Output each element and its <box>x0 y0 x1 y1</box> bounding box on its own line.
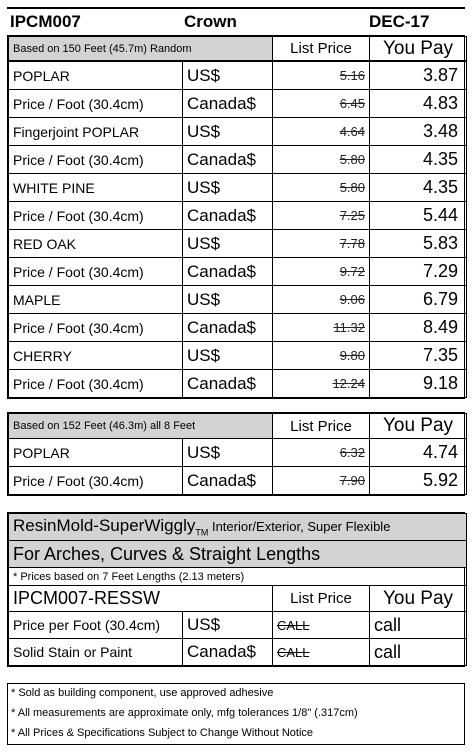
currency-label: Canada$ <box>183 467 273 495</box>
header-bar <box>7 7 465 35</box>
you-pay-header: You Pay <box>370 37 467 61</box>
list-price: 7.78 <box>273 230 370 258</box>
table-row <box>9 612 467 639</box>
currency-label: US$ <box>183 174 273 202</box>
you-pay-price: 7.35 <box>370 342 467 370</box>
table-row <box>9 174 467 202</box>
product-name: Crown <box>184 12 237 31</box>
currency-label: Canada$ <box>183 202 273 230</box>
resinmold-code: IPCM007-RESSW <box>9 586 273 612</box>
you-pay-price: 3.48 <box>370 118 467 146</box>
list-price: 7.25 <box>273 202 370 230</box>
currency-label: US$ <box>183 342 273 370</box>
product-code: IPCM007 <box>10 12 81 31</box>
footer-note: * All measurements are approximate only, mfg tolerances 1/8" (.317cm) <box>11 707 358 719</box>
list-price: CALL <box>273 612 370 639</box>
table-row <box>9 370 467 398</box>
price-date: DEC-17 <box>369 12 430 31</box>
species-label: POPLAR <box>9 439 183 467</box>
footer-note: * All Prices & Specifications Subject to Change Without Notice <box>11 727 314 739</box>
species-label: CHERRY <box>9 342 183 370</box>
currency-label: Canada$ <box>183 639 273 666</box>
resinmold-subtitle: For Arches, Curves & Straight Lengths <box>9 541 467 568</box>
list-price: 5.80 <box>273 174 370 202</box>
you-pay-price: 6.79 <box>370 286 467 314</box>
per-foot-label: Price / Foot (30.4cm) <box>9 202 183 230</box>
list-price: 6.32 <box>273 439 370 467</box>
you-pay-price: 9.18 <box>370 370 467 398</box>
price-table-random <box>7 35 465 399</box>
currency-label: US$ <box>183 118 273 146</box>
currency-label: Canada$ <box>183 146 273 174</box>
you-pay-price: 7.29 <box>370 258 467 286</box>
resinmold-title <box>9 514 467 541</box>
list-price-header: List Price <box>273 37 370 61</box>
currency-label: US$ <box>183 286 273 314</box>
per-foot-label: Price / Foot (30.4cm) <box>9 90 183 118</box>
currency-label: US$ <box>183 612 273 639</box>
per-foot-label: Price per Foot (30.4cm) <box>9 612 183 639</box>
list-price: 4.64 <box>273 118 370 146</box>
you-pay-price: 3.87 <box>370 62 467 90</box>
you-pay-price: 5.92 <box>370 467 467 495</box>
you-pay-price: 8.49 <box>370 314 467 342</box>
species-label: Fingerjoint POPLAR <box>9 118 183 146</box>
list-price: 6.45 <box>273 90 370 118</box>
length-note: * Prices based on 7 Feet Lengths (2.13 meters) <box>9 568 467 586</box>
resinmold-title-suffix: Interior/Exterior, Super Flexible <box>208 519 391 535</box>
you-pay-header: You Pay <box>370 414 467 439</box>
currency-label: US$ <box>183 439 273 467</box>
per-foot-label: Price / Foot (30.4cm) <box>9 314 183 342</box>
currency-label: Canada$ <box>183 314 273 342</box>
per-foot-label: Price / Foot (30.4cm) <box>9 370 183 398</box>
table-row <box>9 439 467 467</box>
resinmold-title-main: ResinMold-SuperWiggly <box>13 516 196 536</box>
table-row <box>9 314 467 342</box>
table-row <box>9 639 467 666</box>
list-price: 9.06 <box>273 286 370 314</box>
list-price: 9.72 <box>273 258 370 286</box>
list-price: CALL <box>273 639 370 666</box>
currency-label: US$ <box>183 230 273 258</box>
table-row <box>9 90 467 118</box>
table-row <box>9 467 467 495</box>
table-row <box>9 258 467 286</box>
table-row <box>9 146 467 174</box>
per-foot-label: Price / Foot (30.4cm) <box>9 258 183 286</box>
currency-label: US$ <box>183 62 273 90</box>
table-row <box>9 62 467 90</box>
list-price: 5.80 <box>273 146 370 174</box>
footer-notes <box>7 683 465 745</box>
per-foot-label: Price / Foot (30.4cm) <box>9 146 183 174</box>
table-row <box>9 118 467 146</box>
finish-label: Solid Stain or Paint <box>9 639 183 666</box>
species-label: WHITE PINE <box>9 174 183 202</box>
table-row <box>9 286 467 314</box>
table-row <box>9 230 467 258</box>
trademark-mark: TM <box>195 527 209 538</box>
you-pay-price: 4.35 <box>370 146 467 174</box>
you-pay-price: call <box>370 639 467 666</box>
you-pay-price: 5.44 <box>370 202 467 230</box>
you-pay-price: 4.74 <box>370 439 467 467</box>
species-label: MAPLE <box>9 286 183 314</box>
currency-label: Canada$ <box>183 258 273 286</box>
you-pay-header: You Pay <box>370 586 467 612</box>
currency-label: Canada$ <box>183 370 273 398</box>
you-pay-price: call <box>370 612 467 639</box>
table-row <box>9 342 467 370</box>
basis-label: Based on 150 Feet (45.7m) Random <box>9 37 273 61</box>
you-pay-price: 4.35 <box>370 174 467 202</box>
currency-label: Canada$ <box>183 90 273 118</box>
list-price: 7.90 <box>273 467 370 495</box>
list-price-header: List Price <box>273 414 370 439</box>
list-price: 9.80 <box>273 342 370 370</box>
resinmold-table <box>7 512 465 667</box>
list-price: 11.32 <box>273 314 370 342</box>
list-price: 12.24 <box>273 370 370 398</box>
you-pay-price: 4.83 <box>370 90 467 118</box>
species-label: POPLAR <box>9 62 183 90</box>
basis-label: Based on 152 Feet (46.3m) all 8 Feet <box>9 414 273 439</box>
species-label: RED OAK <box>9 230 183 258</box>
price-table-8ft <box>7 412 465 496</box>
footer-note: * Sold as building component, use approved adhesive <box>11 687 274 699</box>
list-price: 5.16 <box>273 62 370 90</box>
table-row <box>9 202 467 230</box>
per-foot-label: Price / Foot (30.4cm) <box>9 467 183 495</box>
you-pay-price: 5.83 <box>370 230 467 258</box>
list-price-header: List Price <box>273 586 370 612</box>
